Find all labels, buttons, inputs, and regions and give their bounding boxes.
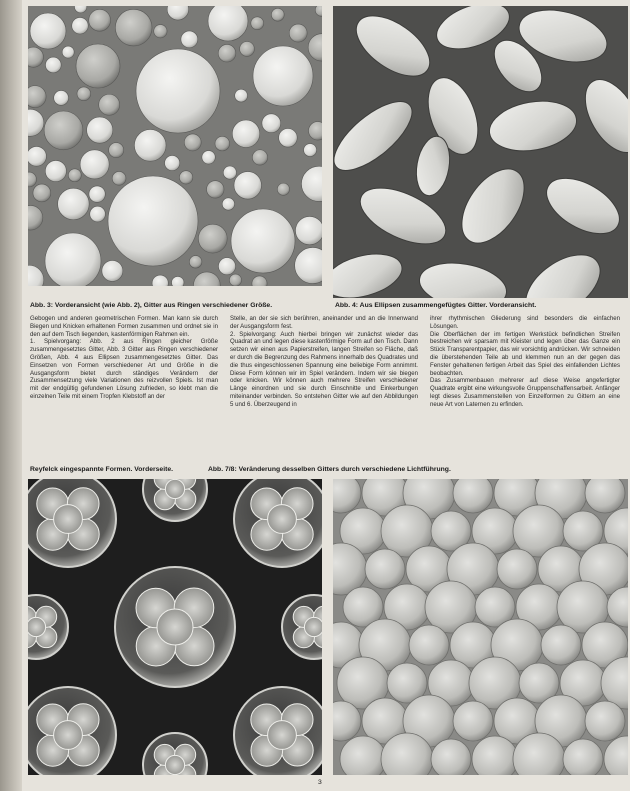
rings-photo-art — [28, 479, 322, 775]
caption-abb4: Abb. 4: Aus Ellipsen zusammengefügtes Gitter. Vorderansicht. — [335, 302, 537, 309]
binding-shadow — [0, 0, 22, 791]
photo-abb78-circles — [333, 479, 628, 775]
ellipses-photo-art — [333, 6, 628, 298]
paragraph: Stelle, an der sie sich berühren, aneinander und an die Innenwand der Ausgangsform fest. — [230, 315, 418, 330]
caption-abb78: Abb. 7/8: Veränderung desselben Gitters durch verschiedene Lichtführung. — [208, 466, 451, 473]
paragraph: Das Zusammenbauen mehrerer auf diese Weise angefertigter Quadrate ergibt eine wirkungsvolle Gruppenschaffensarbeit. Anfänger legt dieses Zusammenstellen von Einzelformen zu Gittern an eine neue Art von Laternen zu erfinden. — [430, 377, 620, 408]
circles-photo-art — [28, 6, 322, 286]
text-column-2 — [230, 315, 418, 409]
caption-abb5: Reyfelck eingespannte Formen. Vorderseite. — [30, 466, 174, 473]
photo-abb3-circles — [28, 6, 322, 286]
paragraph: 2. Spielvorgang: Auch hierbei bringen wir zunächst wieder das Quadrat an und legen diese kastenförmige Form auf den Tisch. Dann setzen wir einen aus Papierstreifen, langen Streifen so Fläche, daß er durch die Begrenzung des Rahmens innerhalb des Quadrates und die thus eingeschlossenen Spannung eine beliebige Form annimmt. Diese Form können wir im Spiel verändern. Indem wir sie biegen oder knicken. Wir können auch mehrere Streifen verschiedener Länge einordnen und sie durch Einschnitte und Einkerbungen miteinander verbinden. So entstehen Gitter wie auf den Abbildungen 5 und 6. Überzeugend in — [230, 330, 418, 408]
paragraph: ihrer rhythmischen Gliederung sind besonders die einfachen Lösungen. — [430, 315, 620, 330]
circles-lit-photo-art — [333, 479, 628, 775]
caption-abb3: Abb. 3: Vorderansicht (wie Abb. 2), Gitter aus Ringen verschiedener Größe. — [30, 302, 273, 309]
text-column-3 — [430, 315, 620, 409]
paragraph: Die Oberflächen der im fertigen Werkstück befindlichen Streifen bestreichen wir sparsam mit Kleister und legen über das Ganze ein Stück Transparentpapier, das wir vorsichtig andrücken. Wir schneiden die überstehenden Teile ab und klemmen nun an der gegen das Fenster gehaltenen fertigen Arbeit das Spiel des einfallenden Lichtes beobachten. — [430, 330, 620, 377]
photo-abb5-rings — [28, 479, 322, 775]
page-number: 3 — [318, 779, 322, 786]
text-column-1 — [30, 315, 218, 401]
paragraph: Gebogen und anderen geometrischen Formen. Man kann sie durch Biegen und Knicken erhaltenen Formen zusammen und ordnet sie in den auf dem Tisch liegenden, kastenförmigen Rahmen ein. — [30, 315, 218, 338]
paragraph: 1. Spielvorgang: Abb. 2 aus Ringen gleicher Größe zusammengesetztes Gitter, Abb. 3 Gitter aus Ringen verschiedener Größen, Abb. 4 aus Ellipsen zusammengesetztes Gitter. Das Einsetzen von Formen verschiedener Art und Größe in die Ausgangsform bietet durch ständiges Verändern der Zusammensetzung viele Variationen des reizvollen Spiels. Ist man mit der endgültig gefundenen Lösung zufrieden, so klebt man die einzelnen Teile mit einem Tropfen Klebstoff an der — [30, 338, 218, 400]
photo-abb4-ellipses — [333, 6, 628, 298]
